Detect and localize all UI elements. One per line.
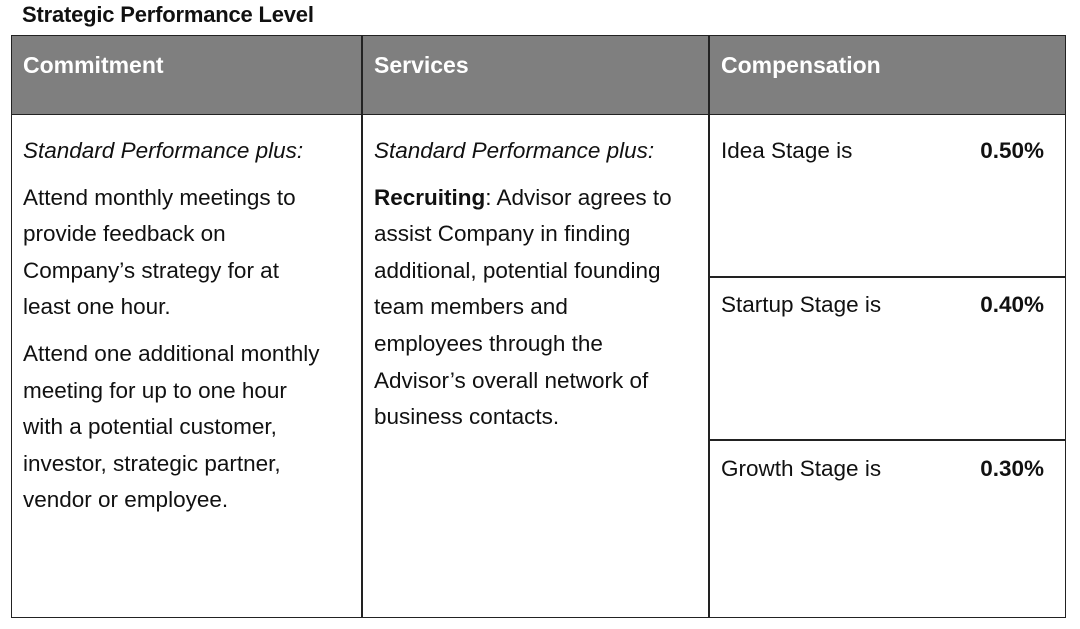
text-line: provide feedback on [23,221,226,247]
row-divider [709,276,1065,278]
text-line: with a potential customer, [23,414,277,440]
table-header-row [12,36,1065,115]
text-line: Attend monthly meetings to [23,184,296,210]
row-divider [709,439,1065,441]
text-line: business contacts. [374,404,560,430]
growth-stage-percent: 0.30% [980,456,1044,481]
text-line: least one hour. [23,294,171,320]
text-line: additional, potential founding [374,257,661,283]
section-heading: Strategic Performance Level [22,2,314,27]
text-line: Advisor’s overall network of [374,367,649,393]
services-cell [374,133,706,436]
commitment-cell [23,133,358,519]
text-line: employees through the [374,330,603,356]
startup-stage-label: Startup Stage is [721,292,882,317]
commitment-intro: Standard Performance plus: [23,138,304,163]
services-paragraph [374,180,706,436]
header-services: Services [374,52,469,78]
column-divider [361,36,363,617]
commitment-paragraph-2 [23,336,358,519]
text-line: meeting for up to one hour [23,377,287,403]
services-intro: Standard Performance plus: [374,138,655,163]
text-line: assist Company in finding [374,221,631,247]
performance-table [11,35,1066,618]
column-divider [708,36,710,617]
idea-stage-percent: 0.50% [980,138,1044,163]
recruiting-label: Recruiting [374,184,486,210]
text-line: : Advisor agrees to [485,184,672,210]
startup-stage-percent: 0.40% [980,292,1044,317]
growth-stage-label: Growth Stage is [721,456,882,481]
text-line: Attend one additional monthly [23,340,320,366]
commitment-paragraph-1 [23,180,358,326]
text-line: Company’s strategy for at [23,257,279,283]
text-line: vendor or employee. [23,487,229,513]
header-compensation: Compensation [721,52,881,78]
header-commitment: Commitment [23,52,164,78]
text-line: team members and [374,294,568,320]
text-line: investor, strategic partner, [23,450,281,476]
idea-stage-label: Idea Stage is [721,138,853,163]
